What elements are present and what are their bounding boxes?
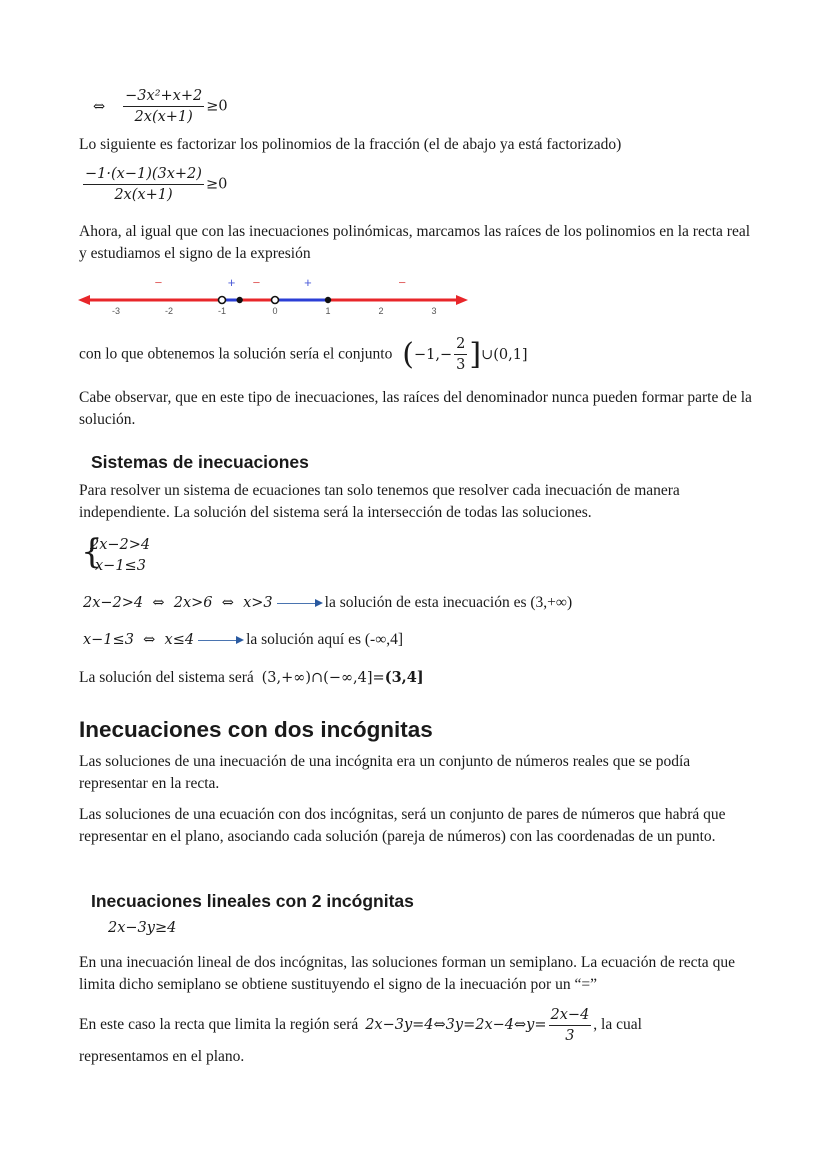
step-2-text: la solución aquí es (-∞,4] [246, 631, 404, 648]
tick-label: -3 [111, 306, 121, 316]
equation-1: 2x−2>4 [90, 537, 151, 553]
formula-factored [81, 164, 227, 205]
caso-after: , la cual [593, 1016, 642, 1033]
step-1 [79, 592, 759, 614]
sign-label: − [154, 275, 163, 290]
interval-b: (0,1] [493, 346, 528, 363]
tick-label: 2 [378, 306, 384, 316]
heading-lineales: Inecuaciones lineales con 2 incógnitas [91, 891, 414, 911]
frac-den: 3 [456, 357, 466, 373]
closed-point [236, 297, 242, 303]
open-point [219, 297, 226, 304]
step-3-result: (3,4] [384, 669, 424, 686]
formula-rational-inequality [93, 86, 228, 127]
paragraph-ahora: Ahora, al igual que con las inecuaciones polinómicas, marcamos las raíces de los polinomios en la recta real y estudiamos el signo de la expresión [79, 223, 751, 262]
number-line [0, 270, 500, 320]
paragraph-dos-2: Las soluciones de una ecuación con dos incógnitas, será un conjunto de pares de números que habrá que representar en el plano, asociando cada solución (pareja de números) con las coordenadas de un punto. [79, 806, 726, 845]
frac-den: 3 [565, 1027, 575, 1044]
linear-inequality: 2x−3y≥4 [108, 920, 177, 936]
numerator: −3x²+x+2 [123, 86, 204, 107]
paragraph-dos-1: Las soluciones de una inecuación de una incógnita era un conjunto de números reales que se podía representar en la recta. [79, 753, 691, 792]
step-3 [79, 667, 759, 689]
paragraph-final: representamos en el plano. [79, 1048, 245, 1065]
step-3-math: (3,+∞)∩(−∞,4]= [261, 670, 385, 686]
step-1-math: 2x−2>4 ⇔ 2x>6 ⇔ x>3 [83, 595, 273, 611]
brace: { [81, 532, 103, 572]
frac-num: 2 [454, 334, 467, 355]
open-point [272, 297, 279, 304]
closed-point [325, 297, 331, 303]
paragraph-factorizar: Lo siguiente es factorizar los polinomios de la fracción (el de abajo ya está factorizado) [79, 136, 622, 153]
paragraph-solucion [79, 334, 759, 375]
heading-dos-incognitas: Inecuaciones con dos incógnitas [79, 717, 433, 742]
paragraph-lineal: En una inecuación lineal de dos incógnitas, las soluciones forman un semiplano. La ecuación de recta que limita dicho semiplano se obtiene sustituyendo el signo de la inecuación por un “=” [79, 954, 735, 993]
tick-label: -1 [217, 306, 227, 316]
tick-label: 1 [325, 306, 331, 316]
denominator: 2x(x+1) [134, 109, 193, 125]
paragraph-caso [79, 1004, 759, 1046]
step-3-text: La solución del sistema será [79, 669, 254, 686]
numerator: −1·(x−1)(3x+2) [83, 164, 204, 185]
iff-symbol: ⇔ [93, 98, 106, 115]
caso-math: 2x−3y=4⇔3y=2x−4⇔y= [365, 1017, 547, 1033]
tick-label: 3 [431, 306, 437, 316]
solution-set [402, 336, 528, 373]
bracket-close: ] [469, 336, 482, 372]
sign-label: − [252, 275, 261, 290]
sign-label: − [398, 275, 406, 290]
system-of-inequalities [81, 532, 201, 579]
arrow-right-icon [456, 295, 468, 305]
arrow-left-icon [78, 295, 90, 305]
tick-label: 0 [272, 306, 278, 316]
paragraph-cabe: Cabe observar, que en este tipo de inecuaciones, las raíces del denominador nunca pueden formar parte de la solución. [79, 389, 752, 428]
heading-sistemas: Sistemas de inecuaciones [91, 452, 309, 472]
paren-open: ( [402, 336, 414, 372]
sign-label: + [227, 275, 236, 290]
frac-num: 2x−4 [549, 1005, 592, 1026]
interval-a: −1,− [413, 346, 453, 363]
arrow-icon [198, 640, 242, 641]
union: ∪ [481, 346, 494, 363]
caso-text: En este caso la recta que limita la región será [79, 1016, 359, 1033]
relation: ≥0 [206, 98, 228, 115]
arrow-icon [277, 603, 321, 604]
denominator: 2x(x+1) [114, 187, 173, 203]
step-2-math: x−1≤3 ⇔ x≤4 [83, 632, 195, 648]
step-1-text: la solución de esta inecuación es (3,+∞) [324, 594, 573, 611]
equation-2: x−1≤3 [95, 558, 146, 574]
paragraph-sistemas: Para resolver un sistema de ecuaciones tan solo tenemos que resolver cada inecuación de manera independiente. La solución del sistema será la intersección de todas las soluciones. [79, 482, 680, 521]
solucion-text: con lo que obtenemos la solución sería el conjunto [79, 345, 393, 363]
sign-label: + [304, 275, 312, 290]
tick-label: -2 [164, 306, 174, 316]
relation: ≥0 [205, 176, 228, 193]
step-2 [79, 629, 759, 651]
